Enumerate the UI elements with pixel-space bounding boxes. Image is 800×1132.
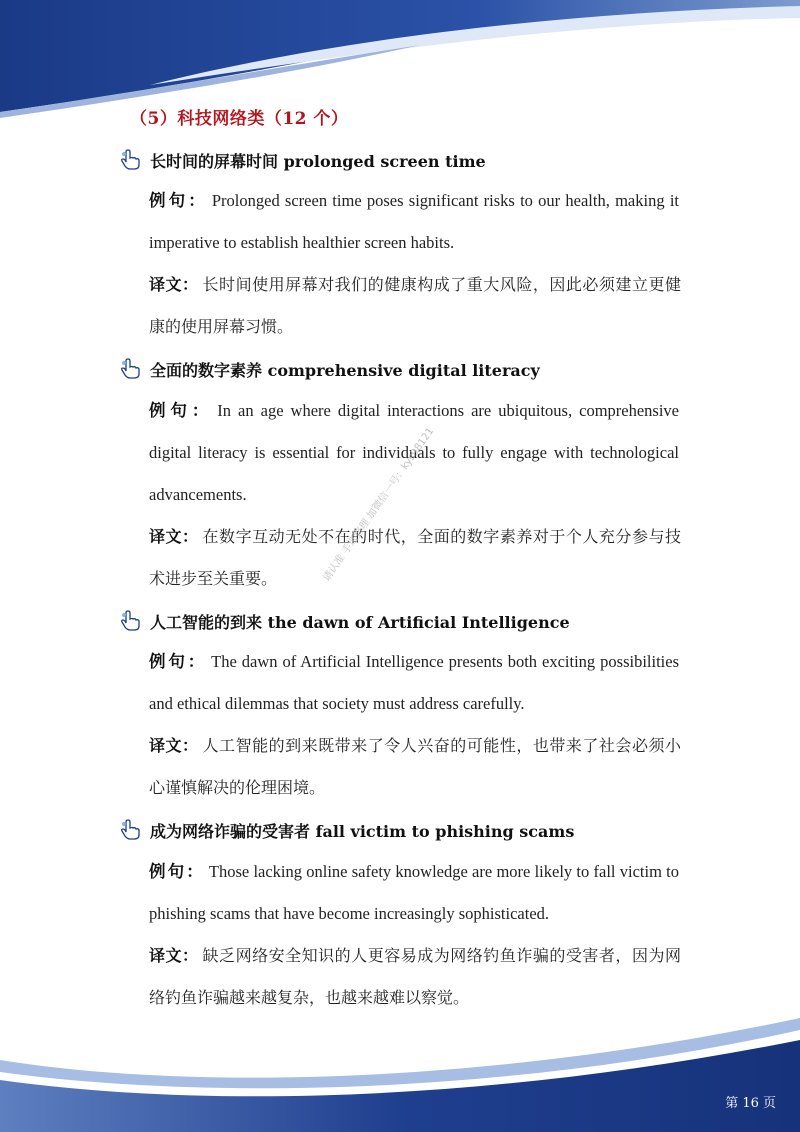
pointing-hand-icon xyxy=(120,149,142,171)
translation-3 xyxy=(149,725,681,809)
section-title: （5）科技网络类（12 个） xyxy=(130,109,349,129)
example-label: 例句： xyxy=(149,652,208,671)
watermark: 请认准 手选整理 加微信一号：kys98121 xyxy=(321,425,437,584)
example-sentence-3 xyxy=(149,641,679,725)
translation-label: 译文： xyxy=(149,527,199,546)
translation-text: 人工智能的到来既带来了令人兴奋的可能性，也带来了社会必须小心谨慎解决的伦理困境。 xyxy=(149,736,681,797)
translation-label: 译文： xyxy=(149,946,199,965)
entry-heading-text: 全面的数字素养 comprehensive digital literacy xyxy=(150,360,540,380)
translation-label: 译文： xyxy=(149,736,199,755)
translation-label: 译文： xyxy=(149,275,199,294)
example-sentence-4 xyxy=(149,851,679,935)
translation-2 xyxy=(149,516,681,600)
entry-heading-4 xyxy=(120,816,574,844)
pointing-hand-icon xyxy=(120,358,142,380)
translation-4 xyxy=(149,935,681,1019)
pointing-hand-icon xyxy=(120,819,142,841)
example-label: 例句： xyxy=(149,191,208,210)
entry-heading-1 xyxy=(120,146,486,174)
translation-1 xyxy=(149,264,681,348)
example-label: 例句： xyxy=(149,862,205,881)
pointing-hand-icon xyxy=(120,610,142,632)
translation-text: 在数字互动无处不在的时代，全面的数字素养对于个人充分参与技术进步至关重要。 xyxy=(149,527,681,588)
example-text: The dawn of Artificial Intelligence presents both exciting possibilities and ethical dilemmas that society must address carefully. xyxy=(149,652,680,713)
entry-heading-text: 成为网络诈骗的受害者 fall victim to phishing scams xyxy=(150,821,575,841)
entry-heading-text: 人工智能的到来 the dawn of Artificial Intelligence xyxy=(150,612,570,632)
entry-heading-text: 长时间的屏幕时间 prolonged screen time xyxy=(150,151,486,171)
example-text: In an age where digital interactions are ubiquitous, comprehensive digital literacy is essential for individuals to fully engage with technological advancements. xyxy=(149,401,679,504)
example-text: Prolonged screen time poses significant risks to our health, making it imperative to establish healthier screen habits. xyxy=(149,191,679,252)
example-sentence-1 xyxy=(149,180,679,264)
translation-text: 长时间使用屏幕对我们的健康构成了重大风险，因此必须建立更健康的使用屏幕习惯。 xyxy=(149,275,681,336)
page-number: 第 16 页 xyxy=(725,1096,776,1111)
example-label: 例句： xyxy=(149,401,214,420)
entry-heading-2 xyxy=(120,355,540,383)
translation-text: 缺乏网络安全知识的人更容易成为网络钓鱼诈骗的受害者，因为网络钓鱼诈骗越来越复杂，也越来越难以察觉。 xyxy=(149,946,681,1007)
entry-heading-3 xyxy=(120,607,570,635)
example-text: Those lacking online safety knowledge are more likely to fall victim to phishing scams that have become increasingly sophisticated. xyxy=(149,862,679,923)
